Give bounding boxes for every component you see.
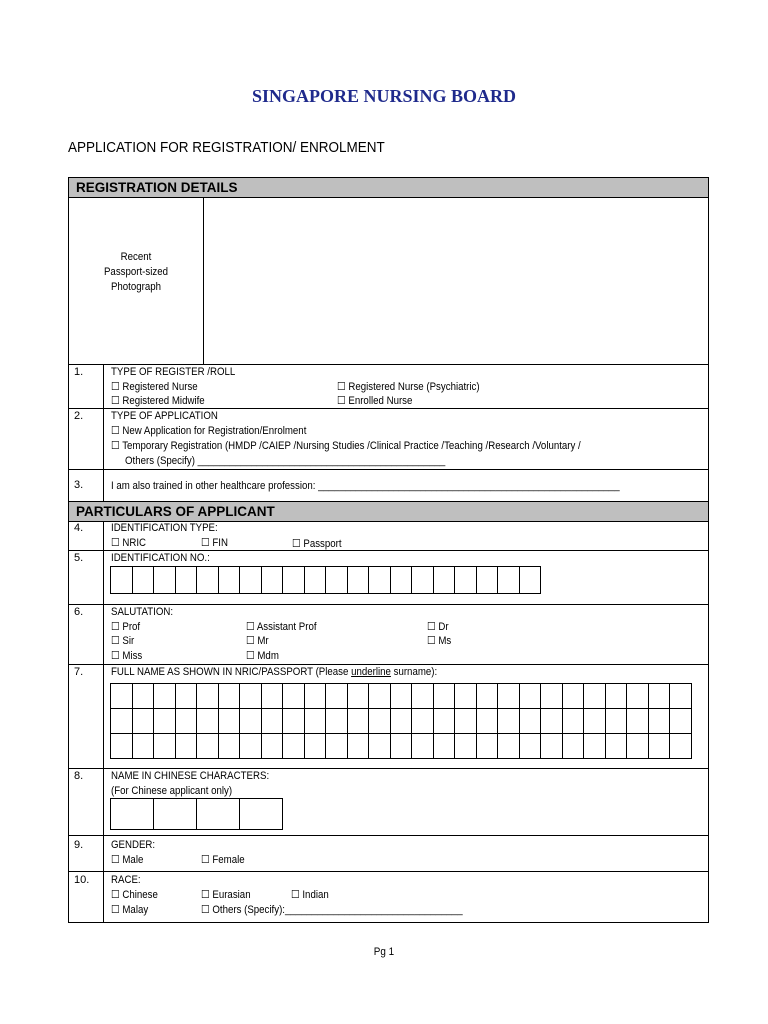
photo-label-line: Passport-sized (103, 266, 169, 278)
option-fin[interactable]: ☐ FIN (201, 537, 228, 549)
name-char-cell[interactable] (175, 684, 197, 709)
name-char-cell[interactable] (519, 684, 541, 709)
name-char-cell[interactable] (240, 684, 262, 709)
row-divider (69, 871, 708, 872)
id-char-cell[interactable] (132, 567, 154, 594)
photo-box[interactable] (69, 198, 203, 364)
chinese-char-cell[interactable] (240, 799, 283, 830)
option-nric[interactable]: ☐ NRIC (111, 537, 147, 549)
name-char-cell[interactable] (283, 709, 305, 734)
photo-divider (203, 198, 204, 364)
name-char-cell[interactable] (498, 709, 520, 734)
q7-label-underline: underline (351, 666, 391, 678)
option-mdm[interactable]: ☐ Mdm (246, 650, 279, 662)
chinese-char-cell[interactable] (197, 799, 240, 830)
option-dr[interactable]: ☐ Dr (427, 621, 449, 633)
name-char-cell[interactable] (111, 734, 133, 759)
option-passport[interactable]: ☐ Passport (292, 538, 342, 550)
name-char-cell[interactable] (433, 684, 455, 709)
name-char-cell[interactable] (132, 734, 154, 759)
q5-number: 5. (74, 552, 84, 564)
number-column-divider (103, 364, 104, 501)
name-char-cell[interactable] (627, 709, 649, 734)
q10-label: RACE: (111, 874, 141, 886)
name-char-cell[interactable] (304, 684, 326, 709)
q1-label: TYPE OF REGISTER /ROLL (111, 366, 236, 378)
name-char-cell[interactable] (304, 734, 326, 759)
row-divider (69, 835, 708, 836)
name-char-cell[interactable] (197, 709, 219, 734)
q9-label: GENDER: (111, 839, 156, 851)
option-registered-nurse-psychiatric[interactable]: ☐ Registered Nurse (Psychiatric) (337, 381, 480, 393)
name-char-cell[interactable] (197, 734, 219, 759)
chinese-char-cell[interactable] (154, 799, 197, 830)
name-char-cell[interactable] (218, 709, 240, 734)
name-char-cell[interactable] (412, 709, 434, 734)
name-char-cell[interactable] (347, 684, 369, 709)
option-ms[interactable]: ☐ Ms (427, 635, 452, 647)
q4-number: 4. (74, 522, 84, 534)
others-specify-field[interactable]: Others (Specify) ______________________________________________ (125, 455, 446, 467)
name-char-cell[interactable] (347, 709, 369, 734)
chinese-name-grid[interactable] (110, 798, 283, 830)
id-char-cell[interactable] (519, 567, 541, 594)
name-char-cell[interactable] (261, 684, 283, 709)
q7-label-text: FULL NAME AS SHOWN IN NRIC/PASSPORT (Please (111, 666, 352, 678)
q6-number: 6. (74, 606, 84, 618)
q8-label: NAME IN CHINESE CHARACTERS: (111, 770, 270, 782)
name-char-cell[interactable] (670, 709, 692, 734)
name-char-cell[interactable] (455, 684, 477, 709)
other-healthcare-profession-field[interactable]: I am also trained in other healthcare profession: ________________________________________________________ (111, 480, 620, 492)
q6-label: SALUTATION: (111, 606, 174, 618)
application-form (68, 177, 709, 923)
name-char-cell[interactable] (670, 684, 692, 709)
id-char-cell[interactable] (498, 567, 520, 594)
page-number: Pg 1 (373, 946, 395, 958)
id-char-cell[interactable] (412, 567, 434, 594)
name-char-cell[interactable] (605, 734, 627, 759)
section-particulars: PARTICULARS OF APPLICANT (69, 502, 708, 522)
name-char-cell[interactable] (412, 684, 434, 709)
name-char-cell[interactable] (627, 684, 649, 709)
name-char-cell[interactable] (197, 684, 219, 709)
name-char-cell[interactable] (519, 709, 541, 734)
name-char-cell[interactable] (584, 734, 606, 759)
name-char-cell[interactable] (347, 734, 369, 759)
name-char-cell[interactable] (369, 684, 391, 709)
name-char-cell[interactable] (605, 709, 627, 734)
name-char-cell[interactable] (154, 734, 176, 759)
name-char-cell[interactable] (326, 734, 348, 759)
option-temporary-registration[interactable]: ☐ Temporary Registration (HMDP /CAIEP /Nursing Studies /Clinical Practice /Teaching /Research /Voluntary / (111, 440, 581, 452)
q5-label: IDENTIFICATION NO.: (111, 552, 210, 564)
id-char-cell[interactable] (390, 567, 412, 594)
option-registered-midwife[interactable]: ☐ Registered Midwife (111, 395, 205, 407)
name-char-cell[interactable] (476, 734, 498, 759)
name-char-cell[interactable] (132, 684, 154, 709)
name-char-cell[interactable] (390, 684, 412, 709)
name-char-cell[interactable] (390, 709, 412, 734)
name-char-cell[interactable] (498, 734, 520, 759)
name-char-cell[interactable] (541, 709, 563, 734)
name-char-cell[interactable] (304, 709, 326, 734)
id-char-cell[interactable] (111, 567, 133, 594)
option-sir[interactable]: ☐ Sir (111, 635, 135, 647)
id-char-cell[interactable] (304, 567, 326, 594)
option-chinese[interactable]: ☐ Chinese (111, 889, 158, 901)
name-char-cell[interactable] (562, 684, 584, 709)
id-char-cell[interactable] (175, 567, 197, 594)
name-char-cell[interactable] (648, 709, 670, 734)
name-char-cell[interactable] (476, 709, 498, 734)
id-char-cell[interactable] (283, 567, 305, 594)
name-char-cell[interactable] (562, 709, 584, 734)
q2-number: 2. (74, 410, 84, 422)
id-char-cell[interactable] (369, 567, 391, 594)
name-char-cell[interactable] (175, 734, 197, 759)
name-char-cell[interactable] (541, 684, 563, 709)
name-char-cell[interactable] (455, 734, 477, 759)
q8-number: 8. (74, 770, 84, 782)
option-malay[interactable]: ☐ Malay (111, 904, 149, 916)
q8-note: (For Chinese applicant only) (111, 785, 233, 797)
name-char-cell[interactable] (218, 734, 240, 759)
id-char-cell[interactable] (154, 567, 176, 594)
name-char-cell[interactable] (326, 684, 348, 709)
q10-number: 10. (74, 874, 90, 886)
row-divider (69, 469, 708, 470)
id-char-cell[interactable] (433, 567, 455, 594)
name-char-cell[interactable] (326, 709, 348, 734)
name-char-cell[interactable] (584, 684, 606, 709)
name-char-cell[interactable] (175, 709, 197, 734)
name-char-cell[interactable] (369, 734, 391, 759)
name-char-cell[interactable] (390, 734, 412, 759)
option-prof[interactable]: ☐ Prof (111, 621, 141, 633)
id-char-cell[interactable] (261, 567, 283, 594)
id-char-cell[interactable] (240, 567, 262, 594)
name-char-cell[interactable] (261, 709, 283, 734)
name-char-cell[interactable] (627, 734, 649, 759)
q4-label: IDENTIFICATION TYPE: (111, 522, 218, 534)
photo-label-line: Recent (120, 251, 152, 263)
option-indian[interactable]: ☐ Indian (291, 889, 329, 901)
name-char-cell[interactable] (648, 684, 670, 709)
name-char-cell[interactable] (433, 709, 455, 734)
option-new-application[interactable]: ☐ New Application for Registration/Enrolment (111, 425, 307, 437)
name-char-cell[interactable] (498, 684, 520, 709)
q2-label: TYPE OF APPLICATION (111, 410, 218, 422)
name-char-cell[interactable] (519, 734, 541, 759)
name-char-cell[interactable] (283, 734, 305, 759)
section-registration-details: REGISTRATION DETAILS (69, 178, 708, 198)
form-title: APPLICATION FOR REGISTRATION/ ENROLMENT (68, 139, 385, 156)
name-char-cell[interactable] (476, 684, 498, 709)
name-char-cell[interactable] (584, 709, 606, 734)
name-char-cell[interactable] (562, 734, 584, 759)
name-char-cell[interactable] (648, 734, 670, 759)
q7-number: 7. (74, 666, 84, 678)
full-name-grid[interactable] (110, 683, 692, 759)
name-char-cell[interactable] (240, 709, 262, 734)
q3-number: 3. (74, 479, 84, 491)
name-char-cell[interactable] (132, 709, 154, 734)
name-char-cell[interactable] (111, 684, 133, 709)
name-char-cell[interactable] (154, 709, 176, 734)
name-char-cell[interactable] (433, 734, 455, 759)
photo-label-line: Photograph (110, 281, 162, 293)
name-char-cell[interactable] (455, 709, 477, 734)
id-char-cell[interactable] (455, 567, 477, 594)
option-male[interactable]: ☐ Male (111, 854, 144, 866)
q9-number: 9. (74, 839, 84, 851)
option-mr[interactable]: ☐ Mr (246, 635, 269, 647)
name-char-cell[interactable] (283, 684, 305, 709)
id-char-cell[interactable] (476, 567, 498, 594)
id-char-cell[interactable] (218, 567, 240, 594)
name-char-cell[interactable] (111, 709, 133, 734)
option-assistant-prof[interactable]: ☐ Assistant Prof (246, 621, 317, 633)
name-char-cell[interactable] (412, 734, 434, 759)
name-char-cell[interactable] (541, 734, 563, 759)
id-char-cell[interactable] (197, 567, 219, 594)
page-title: SINGAPORE NURSING BOARD (251, 86, 517, 106)
name-char-cell[interactable] (154, 684, 176, 709)
q7-label (111, 665, 437, 679)
id-char-cell[interactable] (326, 567, 348, 594)
option-eurasian[interactable]: ☐ Eurasian (201, 889, 251, 901)
name-char-cell[interactable] (218, 684, 240, 709)
name-char-cell[interactable] (670, 734, 692, 759)
name-char-cell[interactable] (369, 709, 391, 734)
q7-label-end: surname): (390, 666, 438, 678)
option-female[interactable]: ☐ Female (201, 854, 245, 866)
option-enrolled-nurse[interactable]: ☐ Enrolled Nurse (337, 395, 413, 407)
id-char-cell[interactable] (347, 567, 369, 594)
option-others-specify[interactable]: ☐ Others (Specify):_________________________________ (201, 904, 463, 916)
identification-number-grid[interactable] (110, 566, 541, 594)
name-char-cell[interactable] (605, 684, 627, 709)
option-registered-nurse[interactable]: ☐ Registered Nurse (111, 381, 198, 393)
chinese-char-cell[interactable] (111, 799, 154, 830)
q1-number: 1. (74, 366, 84, 378)
name-char-cell[interactable] (261, 734, 283, 759)
name-char-cell[interactable] (240, 734, 262, 759)
number-column-divider-2 (103, 522, 104, 923)
option-miss[interactable]: ☐ Miss (111, 650, 143, 662)
